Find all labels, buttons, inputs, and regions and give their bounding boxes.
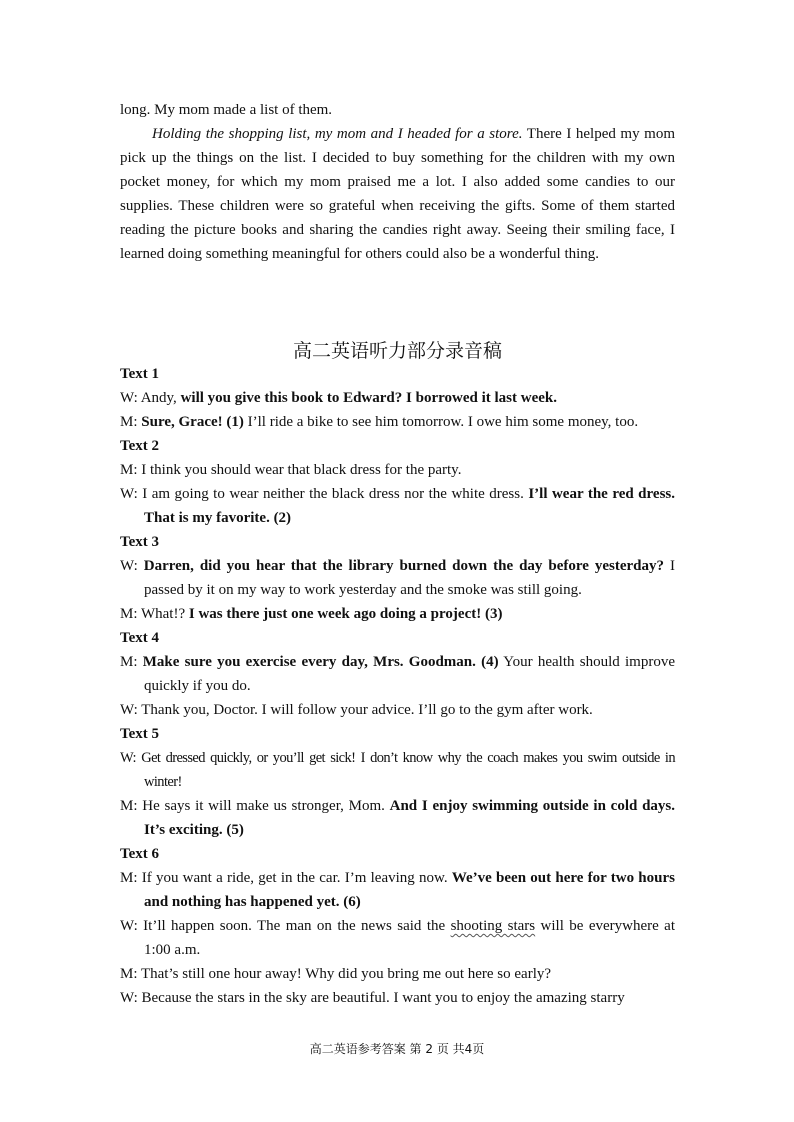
text-2-heading: Text 2 [120,438,160,454]
dialogue-line: M: He says it will make us stronger, Mom. And I enjoy swimming outside in cold days. It’s exciting. (5) [120,798,676,838]
transcript-body [120,362,675,1010]
dialogue-line: M: What!? I was there just one week ago doing a project! (3) [120,606,503,622]
dialogue-line: W: Darren, did you hear that the library burned down the day before yesterday? I passed by it on my way to work yesterday and the smoke was still going. [120,558,675,598]
dialogue-line: M: If you want a ride, get in the car. I’m leaving now. We’ve been out here for two hours and nothing has happened yet. (6) [120,870,675,910]
text-4-heading: Text 4 [120,630,160,646]
dialogue-line: M: I think you should wear that black dress for the party. [120,462,462,478]
dialogue-line: W: Get dressed quickly, or you’ll get sick! I don’t know why the coach makes you swim outside in winter! [120,750,675,790]
underlined-phrase: shooting stars [450,918,536,934]
page-footer: 高二英语参考答案 第 2 页 共4页 [309,1042,485,1056]
story-paragraph-text: There I helped my mom pick up the things on the list. I decided to buy something for the children with my own pocket money, for which my mom praised me a lot. I also added some candies to our supplies. These children were so grateful when receiving the gifts. Some of them started reading the picture books and sharing the candies right away. Seeing their smiling face, I learned doing something meaningful for others could also be a wonderful thing. [120,126,675,262]
dialogue-line: W: Thank you, Doctor. I will follow your advice. I’ll go to the gym after work. [120,702,593,718]
story-italic-sentence: Holding the shopping list, my mom and I headed for a store. [152,126,523,142]
text-5-heading: Text 5 [120,726,160,742]
story-section [120,98,675,266]
dialogue-line: M: Sure, Grace! (1) I’ll ride a bike to see him tomorrow. I owe him some money, too. [120,414,639,430]
dialogue-line: M: That’s still one hour away! Why did you bring me out here so early? [120,966,552,982]
story-paragraph-2 [120,122,675,266]
text-1-heading: Text 1 [120,366,160,382]
text-6-heading: Text 6 [120,846,160,862]
story-line-1: long. My mom made a list of them. [120,102,333,118]
dialogue-line: W: It’ll happen soon. The man on the news said the shooting stars will be everywhere at 1:00 a.m. [120,918,676,958]
text-3-heading: Text 3 [120,534,160,550]
dialogue-line: W: Andy, will you give this book to Edward? I borrowed it last week. [120,390,557,406]
dialogue-line: M: Make sure you exercise every day, Mrs. Goodman. (4) Your health should improve quickly if you do. [120,654,675,694]
dialogue-line: W: I am going to wear neither the black dress nor the white dress. I’ll wear the red dress. That is my favorite. (2) [120,486,675,526]
dialogue-line: W: Because the stars in the sky are beautiful. I want you to enjoy the amazing starry [120,990,625,1006]
transcript-title: 高二英语听力部分录音稿 [292,340,502,362]
